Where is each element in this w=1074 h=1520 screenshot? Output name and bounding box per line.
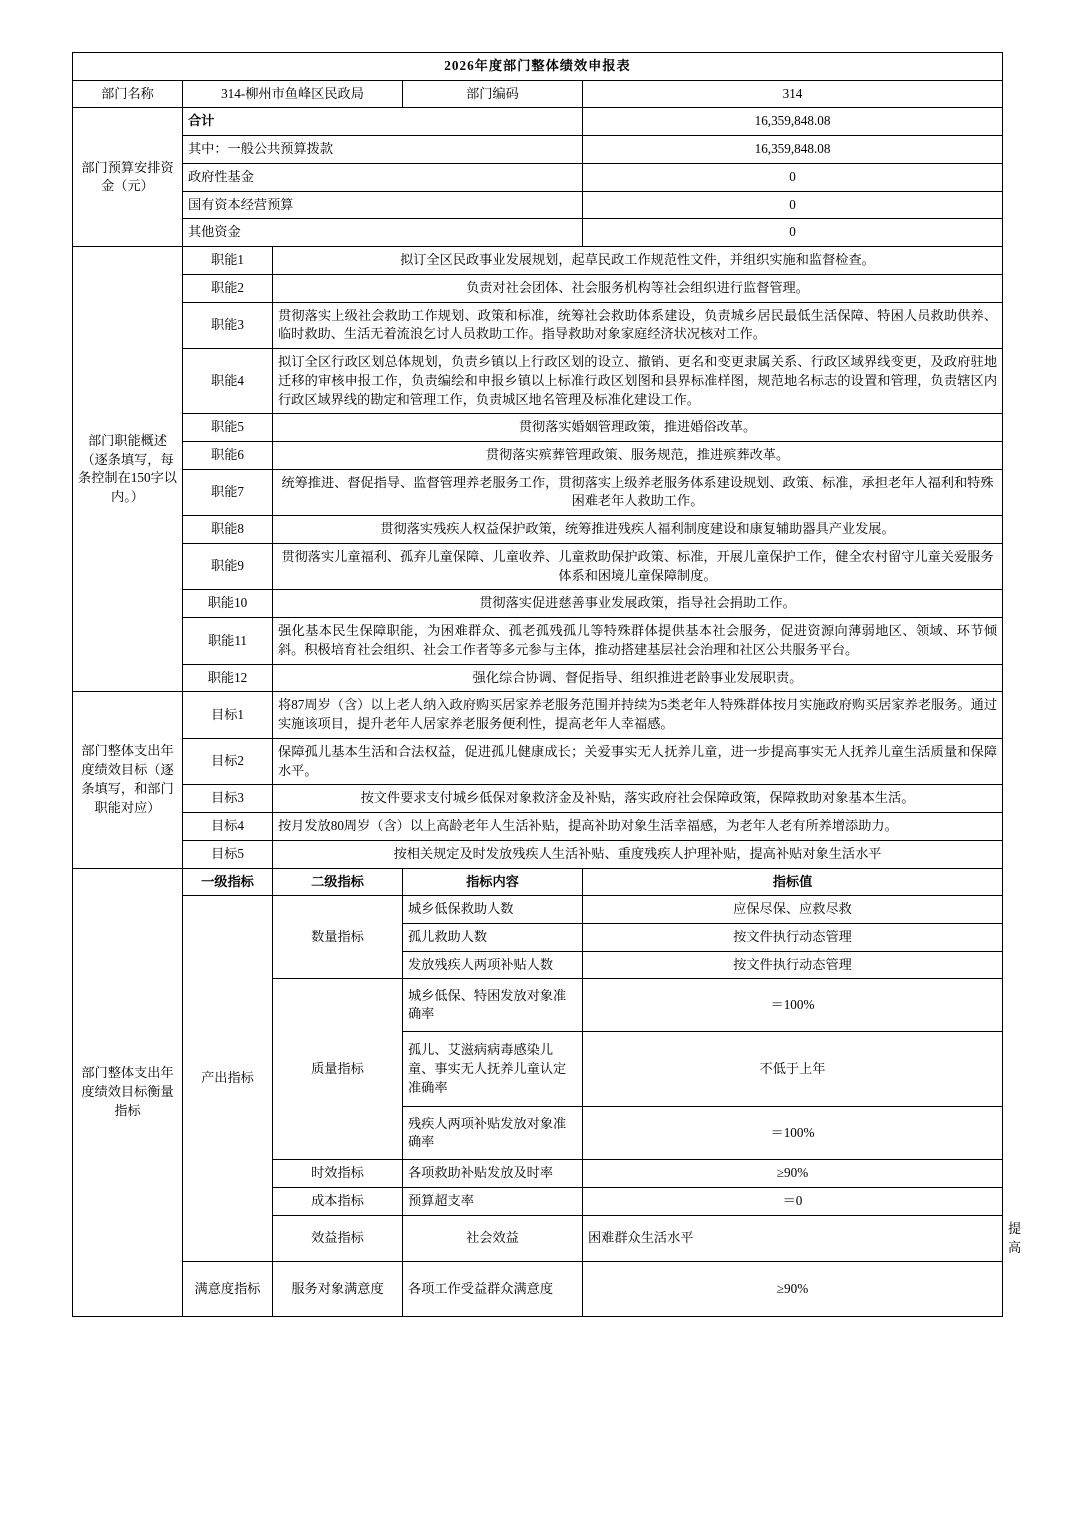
indicator-level2: 质量指标 bbox=[273, 979, 403, 1160]
indicator-value: ＝0 bbox=[583, 1188, 1003, 1216]
function-label: 职能2 bbox=[183, 274, 273, 302]
indicator-value: ＝100% bbox=[583, 979, 1003, 1032]
function-label: 职能11 bbox=[183, 618, 273, 664]
dept-name-label: 部门名称 bbox=[73, 80, 183, 108]
indicator-value: 按文件执行动态管理 bbox=[583, 923, 1003, 951]
function-text: 拟订全区民政事业发展规划，起草民政工作规范性文件，并组织实施和监督检查。 bbox=[273, 247, 1003, 275]
goal-row bbox=[73, 813, 1003, 841]
budget-item-name: 其中：一般公共预算拨款 bbox=[183, 136, 583, 164]
function-label: 职能9 bbox=[183, 543, 273, 589]
goal-row bbox=[73, 692, 1003, 738]
function-row bbox=[73, 664, 1003, 692]
function-label: 职能5 bbox=[183, 414, 273, 442]
indicator-row: 效益指标 社会效益 困难群众生活水平 提高 bbox=[73, 1215, 1003, 1261]
goal-label: 目标4 bbox=[183, 813, 273, 841]
function-row bbox=[73, 590, 1003, 618]
indicator-content: 预算超支率 bbox=[403, 1188, 583, 1216]
indicator-content: 发放残疾人两项补贴人数 bbox=[403, 951, 583, 979]
function-label: 职能8 bbox=[183, 516, 273, 544]
function-text: 贯彻落实残疾人权益保护政策，统筹推进残疾人福利制度建设和康复辅助器具产业发展。 bbox=[273, 516, 1003, 544]
function-text: 强化基本民生保障职能，为困难群众、孤老孤残孤儿等特殊群体提供基本社会服务，促进资源向薄弱地区、领域、环节倾斜。积极培育社会组织、社会工作者等多元参与主体，推动搭建基层社会治理和社区公共服务平台。 bbox=[273, 618, 1003, 664]
function-label: 职能4 bbox=[183, 349, 273, 414]
indicator-col-value: 指标值 bbox=[583, 868, 1003, 896]
budget-row-2 bbox=[73, 136, 1003, 164]
dept-name-value: 314-柳州市鱼峰区民政局 bbox=[183, 80, 403, 108]
function-label: 职能12 bbox=[183, 664, 273, 692]
function-row bbox=[73, 543, 1003, 589]
function-row bbox=[73, 442, 1003, 470]
indicator-value: 应保尽保、应救尽救 bbox=[583, 896, 1003, 924]
indicator-value: ≥90% bbox=[583, 1160, 1003, 1188]
indicator-content: 孤儿救助人数 bbox=[403, 923, 583, 951]
budget-item-value: 0 bbox=[583, 163, 1003, 191]
budget-item-name: 国有资本经营预算 bbox=[183, 191, 583, 219]
budget-row-5 bbox=[73, 219, 1003, 247]
function-row bbox=[73, 414, 1003, 442]
indicator-level1: 满意度指标 bbox=[183, 1262, 273, 1317]
goal-label: 目标5 bbox=[183, 840, 273, 868]
indicator-row bbox=[73, 896, 1003, 924]
goals-section-label: 部门整体支出年度绩效目标（逐条填写，和部门职能对应） bbox=[73, 692, 183, 868]
functions-section-label: 部门职能概述（逐条填写，每条控制在150字以内。） bbox=[73, 247, 183, 692]
indicator-content: 残疾人两项补贴发放对象准确率 bbox=[403, 1107, 583, 1160]
function-label: 职能1 bbox=[183, 247, 273, 275]
indicator-row bbox=[73, 1262, 1003, 1317]
goal-label: 目标3 bbox=[183, 785, 273, 813]
dept-code-value: 314 bbox=[583, 80, 1003, 108]
budget-item-value: 16,359,848.08 bbox=[583, 136, 1003, 164]
indicator-value: ≥90% bbox=[583, 1262, 1003, 1317]
goal-label: 目标2 bbox=[183, 738, 273, 784]
budget-row-4 bbox=[73, 191, 1003, 219]
indicator-value: 不低于上年 bbox=[583, 1032, 1003, 1107]
indicator-content: 城乡低保、特困发放对象准确率 bbox=[403, 979, 583, 1032]
indicator-level2: 成本指标 bbox=[273, 1188, 403, 1216]
function-row bbox=[73, 516, 1003, 544]
indicator-level2: 社会效益 bbox=[403, 1215, 583, 1261]
goal-row bbox=[73, 840, 1003, 868]
function-text: 统筹推进、督促指导、监督管理养老服务工作，贯彻落实上级养老服务体系建设规划、政策、标准，承担老年人福利和特殊困难老年人救助工作。 bbox=[273, 469, 1003, 515]
function-row bbox=[73, 302, 1003, 348]
indicator-level2: 时效指标 bbox=[273, 1160, 403, 1188]
title-row bbox=[73, 53, 1003, 81]
indicator-value: 按文件执行动态管理 bbox=[583, 951, 1003, 979]
indicator-level1: 效益指标 bbox=[273, 1215, 403, 1261]
function-text: 强化综合协调、督促指导、组织推进老龄事业发展职责。 bbox=[273, 664, 1003, 692]
budget-row-1 bbox=[73, 108, 1003, 136]
indicator-value: ＝100% bbox=[583, 1107, 1003, 1160]
function-row bbox=[73, 618, 1003, 664]
budget-section-label: 部门预算安排资金（元） bbox=[73, 108, 183, 247]
indicator-content: 困难群众生活水平 bbox=[583, 1215, 1003, 1261]
budget-item-name: 政府性基金 bbox=[183, 163, 583, 191]
indicator-content: 各项工作受益群众满意度 bbox=[403, 1262, 583, 1317]
budget-item-name: 合计 bbox=[183, 108, 583, 136]
function-label: 职能7 bbox=[183, 469, 273, 515]
function-text: 贯彻落实婚姻管理政策，推进婚俗改革。 bbox=[273, 414, 1003, 442]
function-row bbox=[73, 247, 1003, 275]
page-title: 2026年度部门整体绩效申报表 bbox=[73, 53, 1003, 81]
function-row bbox=[73, 274, 1003, 302]
indicator-content: 城乡低保救助人数 bbox=[403, 896, 583, 924]
goal-label: 目标1 bbox=[183, 692, 273, 738]
function-label: 职能3 bbox=[183, 302, 273, 348]
goal-text: 按文件要求支付城乡低保对象救济金及补贴，落实政府社会保障政策，保障救助对象基本生活。 bbox=[273, 785, 1003, 813]
dept-header-row bbox=[73, 80, 1003, 108]
indicator-level2: 数量指标 bbox=[273, 896, 403, 979]
budget-item-value: 16,359,848.08 bbox=[583, 108, 1003, 136]
indicator-content: 孤儿、艾滋病病毒感染儿童、事实无人抚养儿童认定准确率 bbox=[403, 1032, 583, 1107]
indicator-level2: 服务对象满意度 bbox=[273, 1262, 403, 1317]
goal-text: 将87周岁（含）以上老人纳入政府购买居家养老服务范围并持续为5类老年人特殊群体按月实施政府购买居家养老服务。通过实施该项目，提升老年人居家养老服务便利性，提高老年人幸福感。 bbox=[273, 692, 1003, 738]
function-text: 负责对社会团体、社会服务机构等社会组织进行监督管理。 bbox=[273, 274, 1003, 302]
indicator-level1: 产出指标 bbox=[183, 896, 273, 1262]
goal-text: 按相关规定及时发放残疾人生活补贴、重度残疾人护理补贴，提高补贴对象生活水平 bbox=[273, 840, 1003, 868]
indicators-section-label: 部门整体支出年度绩效目标衡量指标 bbox=[73, 868, 183, 1317]
goal-row bbox=[73, 738, 1003, 784]
function-text: 贯彻落实促进慈善事业发展政策，指导社会捐助工作。 bbox=[273, 590, 1003, 618]
performance-declaration-table bbox=[72, 52, 1022, 1317]
budget-item-value: 0 bbox=[583, 219, 1003, 247]
function-text: 贯彻落实儿童福利、孤弃儿童保障、儿童收养、儿童救助保护政策、标准，开展儿童保护工作，健全农村留守儿童关爱服务体系和困境儿童保障制度。 bbox=[273, 543, 1003, 589]
indicators-header-row bbox=[73, 868, 1003, 896]
goal-row bbox=[73, 785, 1003, 813]
function-label: 职能6 bbox=[183, 442, 273, 470]
indicator-col-level2: 二级指标 bbox=[273, 868, 403, 896]
indicator-content: 各项救助补贴发放及时率 bbox=[403, 1160, 583, 1188]
budget-item-value: 0 bbox=[583, 191, 1003, 219]
budget-row-3 bbox=[73, 163, 1003, 191]
goal-text: 保障孤儿基本生活和合法权益，促进孤儿健康成长；关爱事实无人抚养儿童，进一步提高事实无人抚养儿童生活质量和保障水平。 bbox=[273, 738, 1003, 784]
indicator-col-content: 指标内容 bbox=[403, 868, 583, 896]
goal-text: 按月发放80周岁（含）以上高龄老年人生活补贴，提高补助对象生活幸福感，为老年人老有所养增添助力。 bbox=[273, 813, 1003, 841]
function-text: 贯彻落实殡葬管理政策、服务规范，推进殡葬改革。 bbox=[273, 442, 1003, 470]
budget-item-name: 其他资金 bbox=[183, 219, 583, 247]
indicator-col-level1: 一级指标 bbox=[183, 868, 273, 896]
function-text: 贯彻落实上级社会救助工作规划、政策和标准，统筹社会救助体系建设，负责城乡居民最低生活保障、特困人员救助供养、临时救助、生活无着流浪乞讨人员救助工作。指导救助对象家庭经济状况核对工作。 bbox=[273, 302, 1003, 348]
dept-code-label: 部门编码 bbox=[403, 80, 583, 108]
function-text: 拟订全区行政区划总体规划，负责乡镇以上行政区划的设立、撤销、更名和变更隶属关系、行政区域界线变更，及政府驻地迁移的审核申报工作，负责编绘和申报乡镇以上标准行政区划图和县界标准样图，规范地名标志的设置和管理，负责辖区内行政区域界线的勘定和管理工作，负责城区地名管理及标准化建设工作。 bbox=[273, 349, 1003, 414]
function-row bbox=[73, 469, 1003, 515]
function-row bbox=[73, 349, 1003, 414]
function-label: 职能10 bbox=[183, 590, 273, 618]
